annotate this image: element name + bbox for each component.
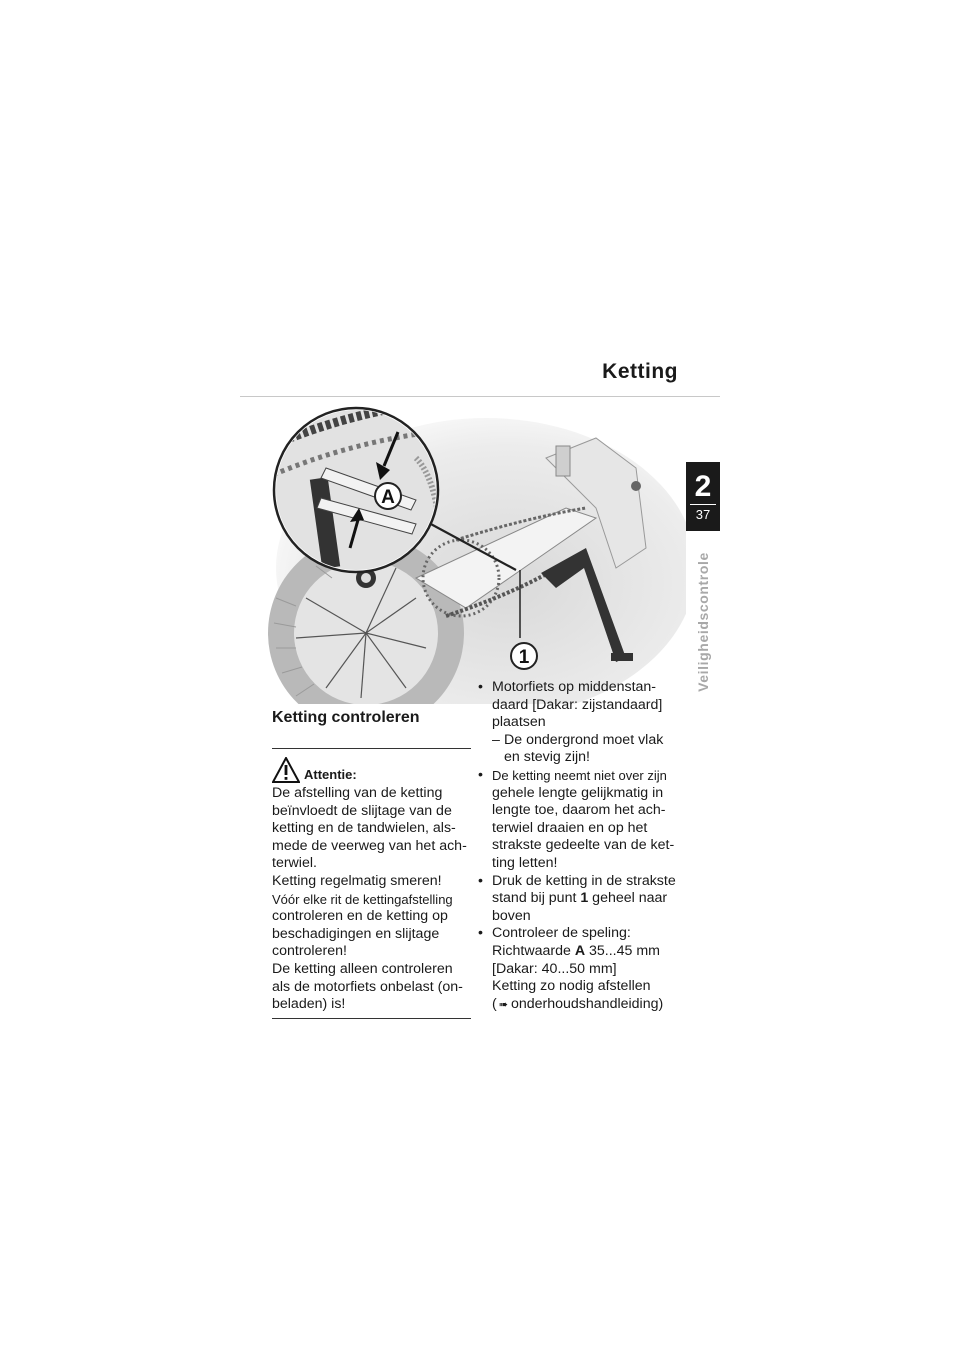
step-line: Ketting zo nodig afstellen <box>492 978 651 995</box>
warning-line: controleren en de ketting op <box>272 908 448 925</box>
warning-line: De ketting alleen controleren <box>272 960 453 977</box>
step-item <box>478 679 683 732</box>
arrow-right-icon: ➠ <box>498 998 508 1011</box>
section-side-label: Veiligheidscontrole <box>695 552 711 692</box>
warning-line: ketting en de tandwielen, als- <box>272 820 456 837</box>
step-line: daard [Dakar: zijstandaard] <box>492 696 663 713</box>
bullet: • <box>478 679 483 695</box>
bullet: • <box>478 925 483 942</box>
chapter-divider <box>690 504 716 505</box>
value-ref: A <box>574 942 586 959</box>
warning-line: beïnvloedt de slijtage van de <box>272 802 452 819</box>
warning-line: mede de veerweg van het ach- <box>272 837 467 854</box>
step-line: terwiel draaien en op het <box>492 819 648 836</box>
warning-text <box>272 785 471 1014</box>
warning-title: Attentie: <box>304 767 357 782</box>
page-number: 37 <box>695 507 711 522</box>
title-divider <box>240 396 720 397</box>
dash: – <box>492 731 500 748</box>
step-item <box>478 767 683 873</box>
step-line: lengte toe, daarom het ach- <box>492 802 666 819</box>
warning-line: Vóór elke rit de kettingafstelling <box>272 891 453 907</box>
step-line: De ketting neemt niet over zijn <box>492 767 667 783</box>
step-line: Controleer de speling: <box>492 925 631 942</box>
step-line: plaatsen <box>492 714 546 731</box>
right-column <box>478 679 683 1014</box>
warning-line: De afstelling van de ketting <box>272 785 443 801</box>
warning-line: als de motorfiets onbelast (on- <box>272 978 463 995</box>
section-heading: Ketting controleren <box>272 709 420 726</box>
bullet: • <box>478 872 483 889</box>
warning-icon <box>272 757 300 783</box>
step-line: Druk de ketting in de strakste <box>492 872 676 889</box>
step-line: en stevig zijn! <box>504 749 590 766</box>
page-title: Ketting <box>602 360 678 383</box>
warning-line: beschadigingen en slijtage <box>272 925 440 942</box>
step-line: strakste gedeelte van de ket- <box>492 837 675 854</box>
step-item <box>478 925 683 1014</box>
warning-line: terwiel. <box>272 855 317 872</box>
step-line: De ondergrond moet vlak <box>504 731 664 748</box>
label-a: A <box>381 487 395 508</box>
label-1: 1 <box>518 647 530 668</box>
sub-step-item <box>478 732 683 767</box>
step-line: Richtwaarde A 35...45 mm <box>492 942 660 959</box>
warning-box <box>272 748 471 1019</box>
step-line: ting letten! <box>492 854 558 871</box>
warning-line: Ketting regelmatig smeren! <box>272 872 442 889</box>
warning-line: controleren! <box>272 943 347 960</box>
warning-line: beladen) is! <box>272 996 346 1013</box>
step-line: Motorfiets op middenstan- <box>492 679 657 695</box>
chapter-number: 2 <box>694 470 712 503</box>
step-line: boven <box>492 907 531 924</box>
manual-reference: ( ➠ onderhoudshandleiding) <box>492 996 683 1015</box>
step-line: stand bij punt 1 geheel naar <box>492 890 668 907</box>
chain-illustration <box>266 398 686 704</box>
bullet: • <box>478 766 483 783</box>
point-ref: 1 <box>580 890 589 907</box>
step-item <box>478 873 683 926</box>
step-line: gehele lengte gelijkmatig in <box>492 784 664 801</box>
step-line: [Dakar: 40...50 mm] <box>492 960 617 977</box>
left-column <box>272 708 472 728</box>
